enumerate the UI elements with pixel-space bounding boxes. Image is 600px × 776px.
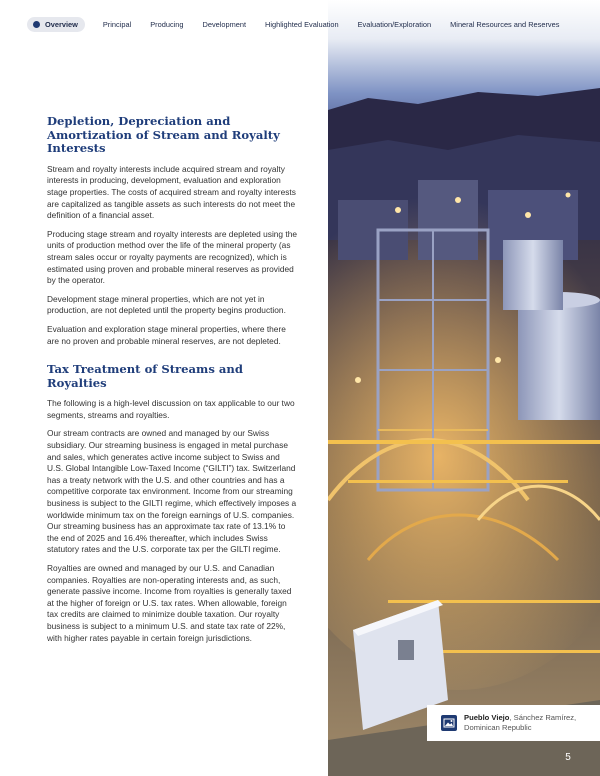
paragraph: Development stage mineral properties, which are not yet in production, are not depleted until the property begins production. — [47, 293, 286, 316]
nav-tab-evaluation-exploration[interactable]: Evaluation/Exploration — [357, 19, 432, 29]
nav-tab-producing[interactable]: Producing — [150, 19, 184, 29]
paragraph: The following is a high-level discussion on tax applicable to our two segments, streams and royalties. — [47, 398, 295, 420]
caption-location-line2: Dominican Republic — [464, 723, 532, 732]
mine-photo — [328, 0, 600, 776]
nav-tab-overview[interactable] — [27, 17, 85, 32]
top-navigation — [0, 0, 600, 48]
image-icon — [441, 715, 457, 731]
nav-tab-principal[interactable]: Principal — [102, 19, 132, 29]
nav-tab-label: Overview — [45, 19, 78, 29]
nav-tab-development[interactable]: Development — [202, 19, 247, 29]
caption-text — [464, 713, 576, 733]
nav-tab-mineral-resources[interactable]: Mineral Resources and Reserves — [450, 19, 560, 29]
page-number: 5 — [565, 752, 571, 763]
section-heading-depletion: Depletion, Depreciation and Amortization of Stream and Royalty Interests — [47, 114, 280, 156]
paragraph: Producing stage stream and royalty interests are depleted using the units of production method over the life of the mineral property (as stream sales occur or royalty payments are recognized), which is estimated using proven and probable mineral reserves as provided by the operator. — [47, 228, 297, 286]
paragraph: Stream and royalty interests include acquired stream and royalty interests in producing, development, evaluation and exploration stage properties. The costs of acquired stream and royalty interests are capitalized as tangible assets as such interests do not meet the definition of a financial asset. — [47, 163, 296, 221]
nav-tab-highlighted-evaluation[interactable]: Highlighted Evaluation — [265, 19, 339, 29]
photo-caption — [427, 705, 600, 741]
paragraph: Evaluation and exploration stage mineral properties, where there are no proven and probable mineral reserves, are not depleted. — [47, 323, 286, 346]
main-text-column — [47, 115, 297, 651]
caption-location-line1: , Sánchez Ramírez, — [509, 713, 577, 722]
active-dot-icon — [33, 21, 40, 28]
paragraph: Our stream contracts are owned and managed by our Swiss subsidiary. Our streaming business is engaged in metal purchase and sales, which generates active income subject to Swiss and U.S. Global Intangible Low-Taxed Income (“GILTI”) tax. Switzerland has a treaty network with the U.S. and other countries and has a competitive corporate tax environment. Income from our streaming business is subject to the GILTI regime, which effectively imposes a worldwide minimum tax on the foreign earnings of U.S. companies. Our streaming business has an approximate tax rate of 13.1% to the end of 2025 and 16.4% thereafter, which includes Swiss statutory rates and the U.S. corporate tax per the GILTI regime. — [47, 428, 297, 555]
caption-site: Pueblo Viejo — [464, 713, 510, 722]
section-heading-tax-treatment: Tax Treatment of Streams and Royalties — [47, 362, 243, 390]
paragraph: Royalties are owned and managed by our U.S. and Canadian companies. Royalties are non-operating interests and, as such, generate passive income. Income from royalties is generally taxed at the higher of foreign or U.S. tax rates. When allowable, foreign tax credits are claimed to minimize double taxation. Our royalty business is subject to a minimum U.S. and state tax rate of 22%, with higher rates payable in certain foreign jurisdictions. — [47, 563, 292, 643]
